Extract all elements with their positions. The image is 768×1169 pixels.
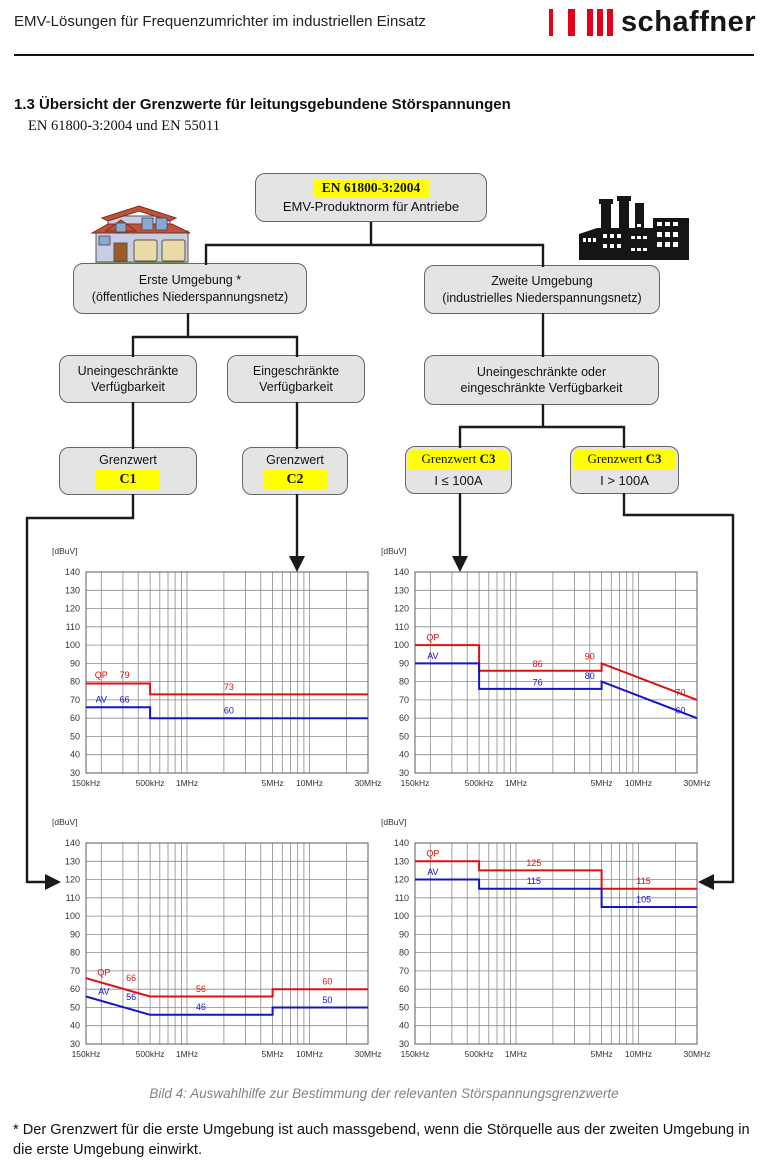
svg-text:50: 50 xyxy=(69,731,80,742)
uneingeschraenkte-line2: Verfügbarkeit xyxy=(91,380,165,394)
svg-text:90: 90 xyxy=(398,929,409,940)
svg-text:70: 70 xyxy=(398,694,409,705)
svg-text:1MHz: 1MHz xyxy=(504,1049,528,1059)
svg-text:90: 90 xyxy=(584,651,595,662)
svg-text:1MHz: 1MHz xyxy=(504,778,528,788)
flow-node-grenzwert-c2 xyxy=(242,447,348,495)
svg-text:120: 120 xyxy=(64,603,80,614)
svg-text:130: 130 xyxy=(64,585,80,596)
chart-grenzwert-c3-le100a xyxy=(369,543,714,795)
svg-text:120: 120 xyxy=(64,874,80,885)
svg-text:60: 60 xyxy=(398,713,409,724)
svg-text:60: 60 xyxy=(675,705,686,716)
section-subheading: EN 61800-3:2004 und EN 55011 xyxy=(28,118,220,134)
svg-text:1MHz: 1MHz xyxy=(175,1049,199,1059)
eingeschraenkte-line1: Eingeschränkte xyxy=(252,363,340,378)
svg-text:120: 120 xyxy=(393,603,409,614)
svg-text:110: 110 xyxy=(65,892,80,903)
svg-text:80: 80 xyxy=(398,676,409,687)
svg-text:5MHz: 5MHz xyxy=(261,778,284,788)
svg-text:10MHz: 10MHz xyxy=(296,1049,323,1059)
svg-text:115: 115 xyxy=(526,876,542,887)
logo-bars-icon xyxy=(549,9,613,36)
en-standard-highlight: EN 61800-3:2004 xyxy=(313,179,430,197)
svg-text:QP: QP xyxy=(426,632,440,643)
schaffner-logo xyxy=(549,6,756,38)
svg-text:30: 30 xyxy=(398,1039,409,1049)
svg-text:130: 130 xyxy=(64,856,80,867)
svg-text:AV: AV xyxy=(98,986,110,997)
svg-text:110: 110 xyxy=(394,892,409,903)
flow-node-grenzwert-c3-gt100a xyxy=(570,446,679,494)
svg-text:40: 40 xyxy=(69,749,80,760)
footnote: * Der Grenzwert für die erste Umgebung ist auch massgebend, wenn die Störquelle aus der zweiten Umgebung in die erste Umgebung einwirkt. xyxy=(13,1122,750,1159)
svg-text:AV: AV xyxy=(95,694,107,705)
flow-node-grenzwert-c3-le100a xyxy=(405,446,512,494)
svg-text:QP: QP xyxy=(426,848,440,859)
flow-node-en61800 xyxy=(255,173,487,222)
svg-text:QP: QP xyxy=(97,967,111,978)
svg-text:[dBuV]: [dBuV] xyxy=(52,817,78,827)
svg-text:1MHz: 1MHz xyxy=(175,778,199,788)
svg-text:5MHz: 5MHz xyxy=(590,778,613,788)
svg-text:60: 60 xyxy=(398,984,409,995)
svg-text:90: 90 xyxy=(69,658,80,669)
flow-node-either-availability xyxy=(424,355,659,405)
flow-node-grenzwert-c1 xyxy=(59,447,197,495)
svg-text:46: 46 xyxy=(195,1002,206,1013)
svg-text:AV: AV xyxy=(427,867,439,877)
grenzwert-c3b-current: I > 100A xyxy=(600,472,649,488)
svg-text:10MHz: 10MHz xyxy=(625,778,652,788)
svg-text:140: 140 xyxy=(393,567,409,577)
house-clipart-icon xyxy=(78,203,203,269)
svg-text:115: 115 xyxy=(636,876,651,887)
flow-node-zweite-umgebung xyxy=(424,265,660,314)
svg-text:70: 70 xyxy=(675,687,686,698)
svg-text:150kHz: 150kHz xyxy=(400,778,430,788)
either-availability-line1: Uneingeschränkte oder xyxy=(476,364,607,379)
svg-text:56: 56 xyxy=(195,983,206,994)
svg-text:40: 40 xyxy=(398,749,409,760)
svg-text:50: 50 xyxy=(398,1002,409,1013)
svg-text:5MHz: 5MHz xyxy=(261,1049,284,1059)
svg-text:50: 50 xyxy=(322,994,333,1005)
svg-text:60: 60 xyxy=(223,705,234,716)
svg-text:100: 100 xyxy=(393,640,409,651)
svg-text:30MHz: 30MHz xyxy=(354,1049,382,1059)
svg-text:500kHz: 500kHz xyxy=(135,778,165,788)
either-availability-line2: eingeschränkte Verfügbarkeit xyxy=(460,381,623,395)
svg-text:80: 80 xyxy=(69,947,80,958)
svg-text:73: 73 xyxy=(223,681,234,692)
grenzwert-c1-class: C1 xyxy=(96,470,160,490)
flow-node-uneingeschraenkte xyxy=(59,355,197,403)
svg-text:100: 100 xyxy=(64,911,80,922)
svg-text:60: 60 xyxy=(322,976,333,987)
svg-text:70: 70 xyxy=(398,965,409,976)
svg-text:30MHz: 30MHz xyxy=(683,1049,711,1059)
document-header-title: EMV-Lösungen für Frequenzumrichter im industriellen Einsatz xyxy=(14,13,426,30)
svg-text:100: 100 xyxy=(393,911,409,922)
chart-grenzwert-c1 xyxy=(40,814,385,1066)
svg-text:QP: QP xyxy=(94,670,108,680)
svg-text:30: 30 xyxy=(398,768,409,778)
grenzwert-c1-label: Grenzwert xyxy=(99,452,157,467)
grenzwert-c2-class: C2 xyxy=(263,470,327,490)
svg-text:[dBuV]: [dBuV] xyxy=(381,817,407,827)
svg-text:60: 60 xyxy=(69,984,80,995)
svg-text:79: 79 xyxy=(119,670,130,680)
svg-text:140: 140 xyxy=(64,838,80,848)
grenzwert-c3a-label: Grenzwert C3 xyxy=(408,449,509,470)
svg-text:150kHz: 150kHz xyxy=(400,1049,430,1059)
svg-text:110: 110 xyxy=(394,621,409,632)
svg-text:150kHz: 150kHz xyxy=(71,778,101,788)
svg-text:70: 70 xyxy=(69,965,80,976)
svg-text:5MHz: 5MHz xyxy=(590,1049,613,1059)
svg-text:100: 100 xyxy=(64,640,80,651)
svg-text:50: 50 xyxy=(69,1002,80,1013)
svg-text:10MHz: 10MHz xyxy=(296,778,323,788)
uneingeschraenkte-line1: Uneingeschränkte xyxy=(77,363,179,378)
svg-text:140: 140 xyxy=(64,567,80,577)
header-divider xyxy=(14,54,754,56)
chart-grenzwert-c3-gt100a xyxy=(369,814,714,1066)
svg-text:86: 86 xyxy=(532,659,543,669)
svg-text:40: 40 xyxy=(398,1020,409,1031)
svg-text:500kHz: 500kHz xyxy=(464,778,494,788)
svg-text:30MHz: 30MHz xyxy=(354,778,382,788)
svg-text:30: 30 xyxy=(69,768,80,778)
svg-text:120: 120 xyxy=(393,874,409,885)
svg-text:60: 60 xyxy=(69,713,80,724)
svg-text:[dBuV]: [dBuV] xyxy=(52,546,78,556)
svg-text:76: 76 xyxy=(532,677,543,688)
svg-text:500kHz: 500kHz xyxy=(464,1049,494,1059)
svg-text:50: 50 xyxy=(398,731,409,742)
factory-clipart-icon xyxy=(573,196,695,268)
svg-text:30: 30 xyxy=(69,1039,80,1049)
en-standard-subtitle: EMV-Produktnorm für Antriebe xyxy=(282,198,460,214)
grenzwert-c2-label: Grenzwert xyxy=(266,452,324,467)
erste-umgebung-line1: Erste Umgebung * xyxy=(138,273,242,288)
svg-text:110: 110 xyxy=(65,621,80,632)
svg-text:40: 40 xyxy=(69,1020,80,1031)
svg-text:56: 56 xyxy=(126,992,137,1003)
svg-text:66: 66 xyxy=(119,694,130,705)
svg-text:105: 105 xyxy=(636,894,652,905)
zweite-umgebung-line2: (industrielles Niederspannungsnetz) xyxy=(442,290,642,305)
svg-text:500kHz: 500kHz xyxy=(135,1049,165,1059)
svg-text:150kHz: 150kHz xyxy=(71,1049,101,1059)
figure-caption: Bild 4: Auswahlhilfe zur Bestimmung der relevanten Störspannungsgrenzwerte xyxy=(149,1086,619,1101)
svg-text:AV: AV xyxy=(427,650,439,661)
svg-text:140: 140 xyxy=(393,838,409,848)
svg-text:10MHz: 10MHz xyxy=(625,1049,652,1059)
logo-wordmark: schaffner xyxy=(620,6,756,38)
section-heading: 1.3 Übersicht der Grenzwerte für leitungsgebundene Störspannungen xyxy=(14,96,511,113)
grenzwert-c3a-current: I ≤ 100A xyxy=(434,472,483,488)
svg-text:70: 70 xyxy=(69,694,80,705)
eingeschraenkte-line2: Verfügbarkeit xyxy=(259,380,333,394)
svg-text:130: 130 xyxy=(393,856,409,867)
svg-text:125: 125 xyxy=(526,857,542,868)
grenzwert-c3b-label: Grenzwert C3 xyxy=(573,449,676,470)
flow-node-erste-umgebung xyxy=(73,263,307,314)
svg-text:80: 80 xyxy=(398,947,409,958)
svg-text:[dBuV]: [dBuV] xyxy=(381,546,407,556)
svg-text:90: 90 xyxy=(398,658,409,669)
svg-text:80: 80 xyxy=(584,670,595,681)
svg-text:130: 130 xyxy=(393,585,409,596)
svg-text:90: 90 xyxy=(69,929,80,940)
erste-umgebung-line2: (öffentliches Niederspannungsnetz) xyxy=(91,289,289,304)
zweite-umgebung-line1: Zweite Umgebung xyxy=(491,274,593,289)
svg-text:80: 80 xyxy=(69,676,80,687)
svg-text:30MHz: 30MHz xyxy=(683,778,711,788)
svg-text:66: 66 xyxy=(126,973,137,983)
flow-node-eingeschraenkte xyxy=(227,355,365,403)
chart-grenzwert-c2 xyxy=(40,543,385,795)
